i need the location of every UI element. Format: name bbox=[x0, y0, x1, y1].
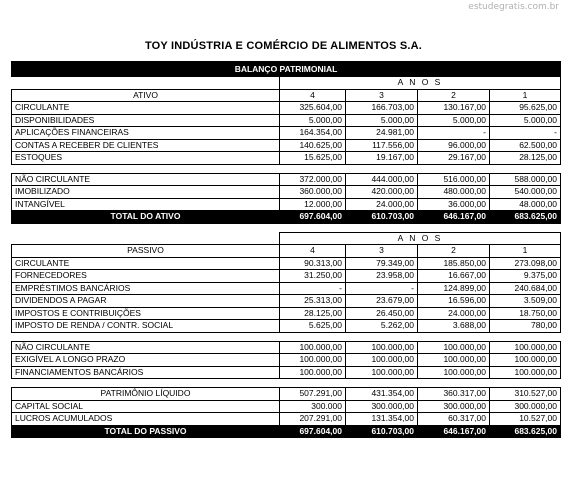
row-value: 100.000,00 bbox=[280, 341, 346, 354]
empty-cell bbox=[12, 232, 280, 245]
spacer-cell bbox=[12, 223, 561, 232]
row-value: 100.000,00 bbox=[418, 341, 490, 354]
spacer-cell bbox=[12, 164, 561, 173]
row-value: 10.527,00 bbox=[490, 413, 561, 426]
row-label: NÃO CIRCULANTE bbox=[12, 173, 280, 186]
row-label: CONTAS A RECEBER DE CLIENTES bbox=[12, 139, 280, 152]
row-value: 310.527,00 bbox=[490, 388, 561, 401]
row-value: 273.098,00 bbox=[490, 257, 561, 270]
anos-header: A N O S bbox=[280, 77, 561, 90]
row-label: CAPITAL SOCIAL bbox=[12, 400, 280, 413]
row-value: 166.703,00 bbox=[346, 102, 418, 115]
row-label: CIRCULANTE bbox=[12, 102, 280, 115]
row-label: EXIGÍVEL A LONGO PRAZO bbox=[12, 354, 280, 367]
row-value: 24.000,00 bbox=[418, 307, 490, 320]
total-value: 610.703,00 bbox=[346, 425, 418, 438]
row-value: 23.679,00 bbox=[346, 295, 418, 308]
row-value: 28.125,00 bbox=[280, 307, 346, 320]
row-value: 23.958,00 bbox=[346, 270, 418, 283]
empty-cell bbox=[12, 77, 280, 90]
year-header: 2 bbox=[418, 89, 490, 102]
ativo-nao-circulante-row bbox=[12, 173, 561, 186]
row-value: - bbox=[280, 282, 346, 295]
year-header: 1 bbox=[490, 245, 561, 258]
ativo-circulante-row bbox=[12, 102, 561, 115]
row-value: 48.000,00 bbox=[490, 198, 561, 211]
years-row bbox=[12, 245, 561, 258]
row-value: 164.354,00 bbox=[280, 127, 346, 140]
row-label: APLICAÇÕES FINANCEIRAS bbox=[12, 127, 280, 140]
passivo-nao-circulante-row bbox=[12, 354, 561, 367]
spacer-row bbox=[12, 223, 561, 232]
row-value: 131.354,00 bbox=[346, 413, 418, 426]
row-label: EMPRÉSTIMOS BANCÁRIOS bbox=[12, 282, 280, 295]
row-value: 507.291,00 bbox=[280, 388, 346, 401]
row-value: 25.313,00 bbox=[280, 295, 346, 308]
row-value: 100.000,00 bbox=[346, 366, 418, 379]
row-value: 100.000,00 bbox=[346, 354, 418, 367]
passivo-circulante-row bbox=[12, 257, 561, 270]
row-value: 100.000,00 bbox=[280, 366, 346, 379]
row-label: NÃO CIRCULANTE bbox=[12, 341, 280, 354]
row-value: 100.000,00 bbox=[490, 341, 561, 354]
anos-row bbox=[12, 77, 561, 90]
balance-title: BALANÇO PATRIMONIAL bbox=[12, 62, 561, 77]
row-value: 185.850,00 bbox=[418, 257, 490, 270]
total-value: 697.604,00 bbox=[280, 425, 346, 438]
row-label: PATRIMÔNIO LÍQUIDO bbox=[12, 388, 280, 401]
row-value: 100.000,00 bbox=[418, 366, 490, 379]
row-value: 130.167,00 bbox=[418, 102, 490, 115]
passivo-nao-circulante-row bbox=[12, 341, 561, 354]
patrimonio-liquido-row bbox=[12, 400, 561, 413]
row-value: 5.262,00 bbox=[346, 320, 418, 333]
total-row bbox=[12, 211, 561, 224]
row-value: 90.313,00 bbox=[280, 257, 346, 270]
row-label: IMPOSTO DE RENDA / CONTR. SOCIAL bbox=[12, 320, 280, 333]
row-value: 300.000,00 bbox=[346, 400, 418, 413]
company-title: TOY INDÚSTRIA E COMÉRCIO DE ALIMENTOS S.A. bbox=[144, 40, 423, 52]
row-value: 480.000,00 bbox=[418, 186, 490, 199]
row-value: 96.000,00 bbox=[418, 139, 490, 152]
spacer-row bbox=[12, 164, 561, 173]
anos-header: A N O S bbox=[280, 232, 561, 245]
row-value: 372.000,00 bbox=[280, 173, 346, 186]
total-value: 683.625,00 bbox=[490, 211, 561, 224]
row-value: 5.000,00 bbox=[280, 114, 346, 127]
passivo-circulante-row bbox=[12, 270, 561, 283]
title-row bbox=[12, 62, 561, 77]
row-value: 15.625,00 bbox=[280, 152, 346, 165]
row-value: 95.625,00 bbox=[490, 102, 561, 115]
ativo-circulante-row bbox=[12, 152, 561, 165]
row-value: - bbox=[418, 127, 490, 140]
row-value: 420.000,00 bbox=[346, 186, 418, 199]
total-value: 697.604,00 bbox=[280, 211, 346, 224]
row-value: 300.000 bbox=[280, 400, 346, 413]
row-label: LUCROS ACUMULADOS bbox=[12, 413, 280, 426]
ativo-nao-circulante-row bbox=[12, 186, 561, 199]
passivo-circulante-row bbox=[12, 295, 561, 308]
patrimonio-liquido-row bbox=[12, 413, 561, 426]
row-value: 36.000,00 bbox=[418, 198, 490, 211]
year-header: 4 bbox=[280, 89, 346, 102]
year-header: 1 bbox=[490, 89, 561, 102]
balance-sheet-table bbox=[11, 61, 561, 438]
row-value: 12.000,00 bbox=[280, 198, 346, 211]
spacer-row bbox=[12, 332, 561, 341]
row-value: 28.125,00 bbox=[490, 152, 561, 165]
ativo-nao-circulante-row bbox=[12, 198, 561, 211]
year-header: 3 bbox=[346, 245, 418, 258]
row-value: 5.625,00 bbox=[280, 320, 346, 333]
row-value: 124.899,00 bbox=[418, 282, 490, 295]
row-label: INTANGÍVEL bbox=[12, 198, 280, 211]
total-value: 646.167,00 bbox=[418, 425, 490, 438]
passivo-circulante-row bbox=[12, 307, 561, 320]
row-value: 16.667,00 bbox=[418, 270, 490, 283]
row-value: 3.509,00 bbox=[490, 295, 561, 308]
row-value: 3.688,00 bbox=[418, 320, 490, 333]
row-value: 5.000,00 bbox=[418, 114, 490, 127]
row-value: 207.291,00 bbox=[280, 413, 346, 426]
row-label: CIRCULANTE bbox=[12, 257, 280, 270]
year-header: 4 bbox=[280, 245, 346, 258]
row-value: 431.354,00 bbox=[346, 388, 418, 401]
row-value: 444.000,00 bbox=[346, 173, 418, 186]
row-value: 300.000,00 bbox=[418, 400, 490, 413]
passivo-nao-circulante-row bbox=[12, 366, 561, 379]
row-value: - bbox=[346, 282, 418, 295]
row-value: 100.000,00 bbox=[490, 354, 561, 367]
row-value: 100.000,00 bbox=[418, 354, 490, 367]
row-value: 516.000,00 bbox=[418, 173, 490, 186]
row-value: 540.000,00 bbox=[490, 186, 561, 199]
ativo-circulante-row bbox=[12, 139, 561, 152]
passivo-circulante-row bbox=[12, 282, 561, 295]
total-value: 683.625,00 bbox=[490, 425, 561, 438]
row-value: 360.000,00 bbox=[280, 186, 346, 199]
row-value: 62.500,00 bbox=[490, 139, 561, 152]
years-row bbox=[12, 89, 561, 102]
row-label: FORNECEDORES bbox=[12, 270, 280, 283]
ativo-circulante-row bbox=[12, 114, 561, 127]
patrimonio-liquido-row bbox=[12, 388, 561, 401]
row-label: FINANCIAMENTOS BANCÁRIOS bbox=[12, 366, 280, 379]
row-label: ESTOQUES bbox=[12, 152, 280, 165]
row-value: 300.000,00 bbox=[490, 400, 561, 413]
spacer-cell bbox=[12, 332, 561, 341]
total-label: TOTAL DO PASSIVO bbox=[12, 425, 280, 438]
year-header: 2 bbox=[418, 245, 490, 258]
row-label: IMOBILIZADO bbox=[12, 186, 280, 199]
row-value: 24.000,00 bbox=[346, 198, 418, 211]
passivo-circulante-row bbox=[12, 320, 561, 333]
row-value: 26.450,00 bbox=[346, 307, 418, 320]
row-value: 5.000,00 bbox=[346, 114, 418, 127]
row-value: 360.317,00 bbox=[418, 388, 490, 401]
total-value: 610.703,00 bbox=[346, 211, 418, 224]
row-value: 16.596,00 bbox=[418, 295, 490, 308]
watermark: estudegratis.com.br bbox=[468, 2, 559, 12]
row-value: 29.167,00 bbox=[418, 152, 490, 165]
row-value: 140.625,00 bbox=[280, 139, 346, 152]
row-value: 9.375,00 bbox=[490, 270, 561, 283]
total-label: TOTAL DO ATIVO bbox=[12, 211, 280, 224]
row-label: IMPOSTOS E CONTRIBUIÇÕES bbox=[12, 307, 280, 320]
row-value: 100.000,00 bbox=[346, 341, 418, 354]
row-value: 100.000,00 bbox=[280, 354, 346, 367]
row-value: 31.250,00 bbox=[280, 270, 346, 283]
row-value: 325.604,00 bbox=[280, 102, 346, 115]
row-value: 780,00 bbox=[490, 320, 561, 333]
row-value: 60.317,00 bbox=[418, 413, 490, 426]
row-value: 117.556,00 bbox=[346, 139, 418, 152]
row-label: DISPONIBILIDADES bbox=[12, 114, 280, 127]
total-row bbox=[12, 425, 561, 438]
spacer-cell bbox=[12, 379, 561, 388]
total-value: 646.167,00 bbox=[418, 211, 490, 224]
ativo-header: ATIVO bbox=[12, 89, 280, 102]
row-value: - bbox=[490, 127, 561, 140]
row-label: DIVIDENDOS A PAGAR bbox=[12, 295, 280, 308]
ativo-circulante-row bbox=[12, 127, 561, 140]
anos-row bbox=[12, 232, 561, 245]
row-value: 19.167,00 bbox=[346, 152, 418, 165]
row-value: 18.750,00 bbox=[490, 307, 561, 320]
passivo-header: PASSIVO bbox=[12, 245, 280, 258]
row-value: 79.349,00 bbox=[346, 257, 418, 270]
row-value: 100.000,00 bbox=[490, 366, 561, 379]
row-value: 240.684,00 bbox=[490, 282, 561, 295]
row-value: 5.000,00 bbox=[490, 114, 561, 127]
year-header: 3 bbox=[346, 89, 418, 102]
row-value: 588.000,00 bbox=[490, 173, 561, 186]
spacer-row bbox=[12, 379, 561, 388]
row-value: 24.981,00 bbox=[346, 127, 418, 140]
